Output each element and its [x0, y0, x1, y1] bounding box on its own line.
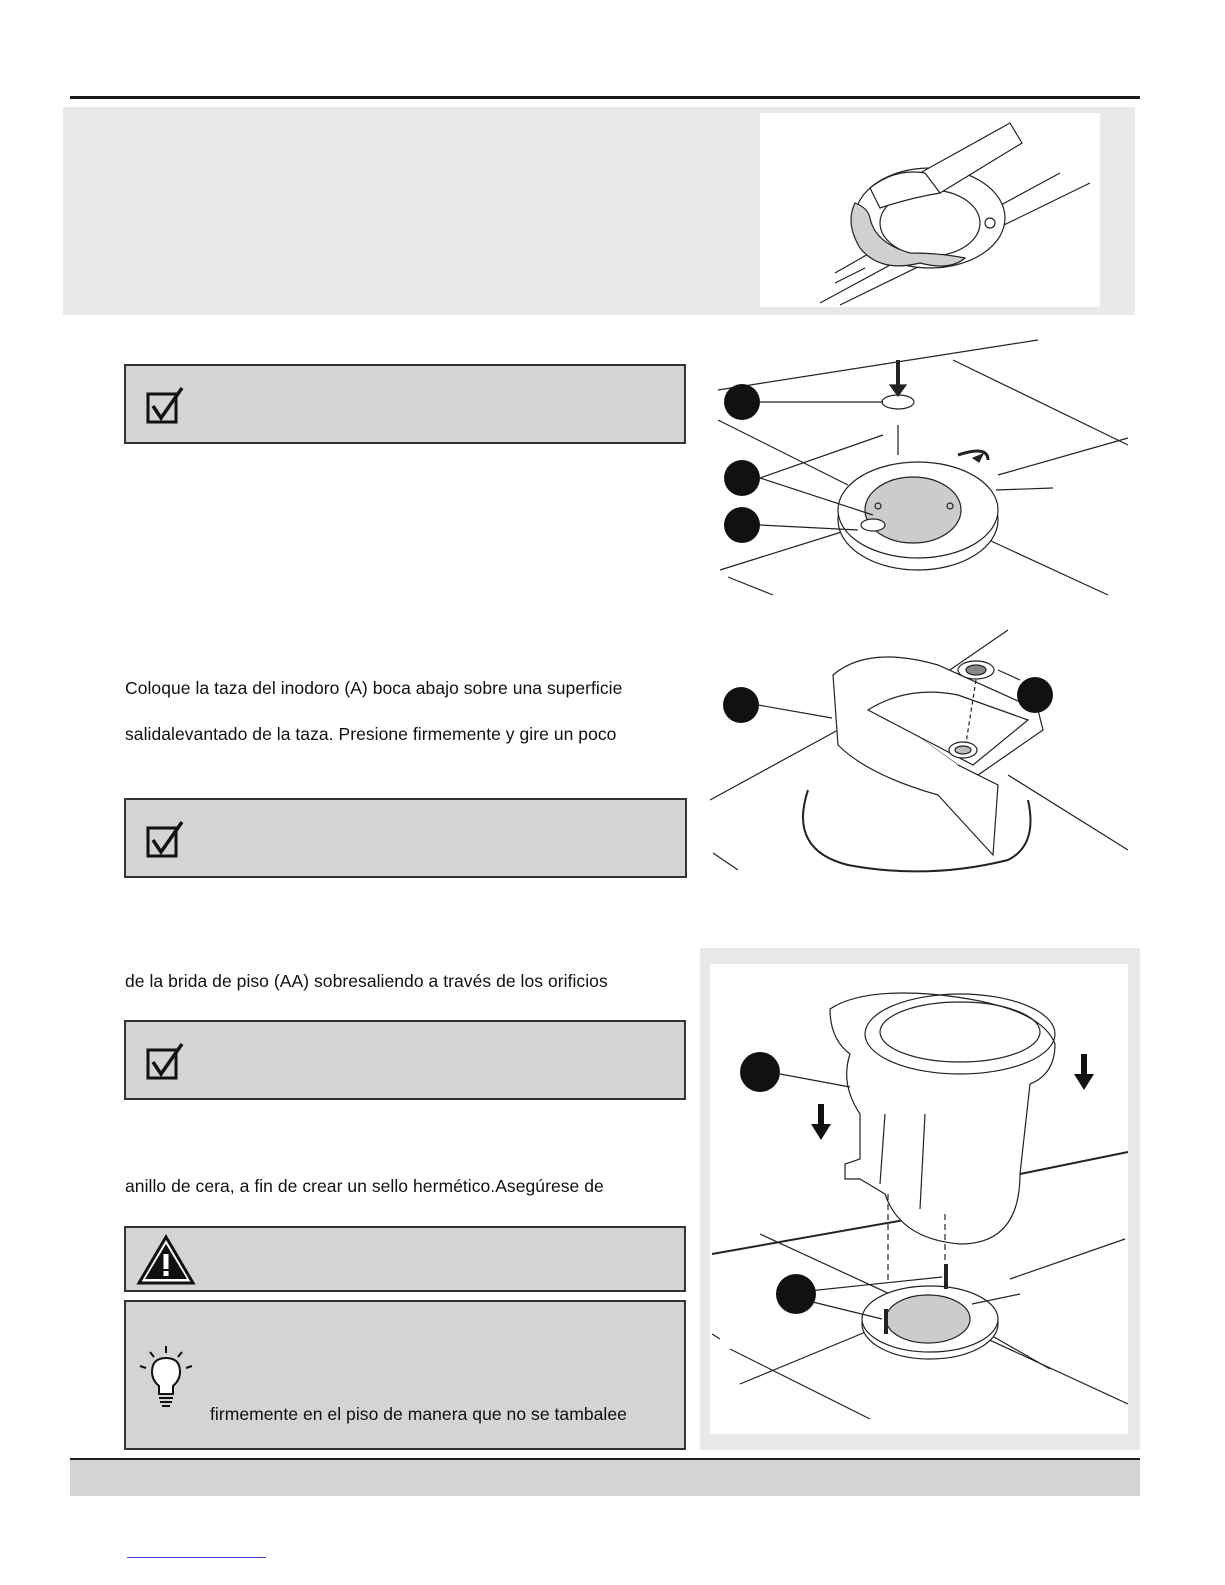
- warning-triangle-icon: [136, 1234, 196, 1286]
- bottom-link-underline[interactable]: [127, 1557, 266, 1558]
- footer-bar: [70, 1458, 1140, 1496]
- note-box: [124, 798, 687, 878]
- bowl-install-illustration: [710, 964, 1128, 1434]
- flange-bolts-illustration: [708, 330, 1133, 605]
- note-box: [124, 1020, 686, 1100]
- wax-removal-illustration: [760, 113, 1100, 307]
- note-box: [124, 364, 686, 444]
- step-text-line: salidalevantado de la taza. Presione firmemente y gire un poco: [125, 724, 617, 744]
- checkbox-check-icon: [144, 818, 188, 862]
- bowl-wax-ring-illustration: [708, 625, 1133, 875]
- step-text-line: Coloque la taza del inodoro (A) boca abajo sobre una superficie: [125, 678, 623, 698]
- warning-box: [124, 1226, 686, 1292]
- step-text-line: de la brida de piso (AA) sobresaliendo a través de los orificios: [125, 971, 608, 991]
- tip-text: firmemente en el piso de manera que no se tambalee: [210, 1404, 627, 1424]
- checkbox-check-icon: [144, 384, 188, 428]
- header-rule: [70, 96, 1140, 99]
- tip-box: [124, 1300, 686, 1450]
- checkbox-check-icon: [144, 1040, 188, 1084]
- step-text-line: anillo de cera, a fin de crear un sello hermético.Asegúrese de: [125, 1176, 604, 1196]
- lightbulb-icon: [136, 1344, 196, 1414]
